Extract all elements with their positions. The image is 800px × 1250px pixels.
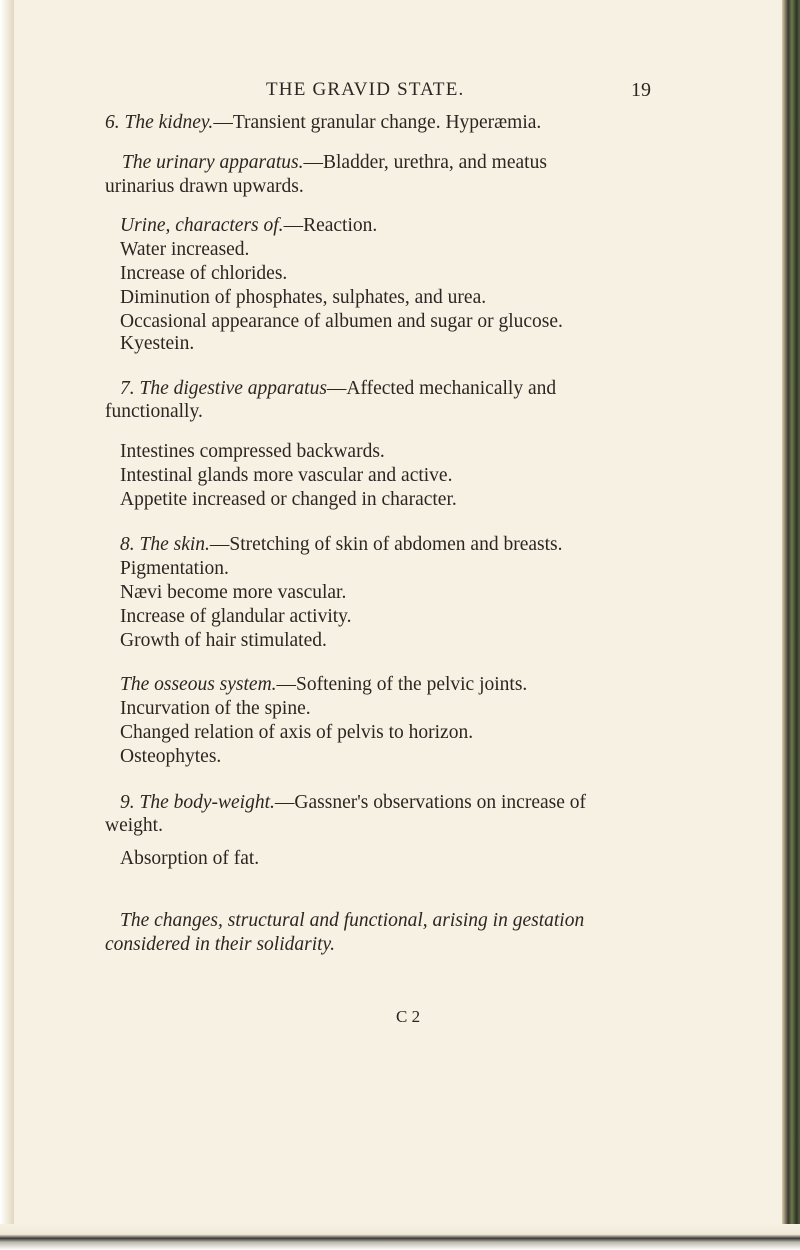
osseous-item-osteophytes: Osteophytes. — [120, 746, 222, 767]
digestive-line-cont: functionally. — [105, 401, 203, 422]
bodyweight-heading: 9. The body-weight. — [120, 792, 275, 813]
bodyweight-line — [120, 792, 586, 814]
kidney-heading: 6. The kidney. — [105, 112, 214, 133]
skin-item-naevi: Nævi become more vascular. — [120, 582, 347, 603]
urine-item-water: Water increased. — [120, 239, 250, 260]
urinary-line — [122, 152, 547, 174]
osseous-item-spine: Incurvation of the spine. — [120, 698, 311, 719]
digestive-heading: 7. The digestive apparatus — [120, 378, 327, 399]
skin-text: —Stretching of skin of abdomen and breasts. — [209, 534, 563, 555]
skin-heading: 8. The skin. — [120, 534, 210, 555]
osseous-item-pelvis: Changed relation of axis of pelvis to horizon. — [120, 722, 474, 743]
skin-line — [120, 534, 562, 556]
skin-item-pigmentation: Pigmentation. — [120, 558, 229, 579]
digestive-item-glands: Intestinal glands more vascular and active. — [120, 465, 453, 486]
digestive-text: —Affected mechanically and — [326, 378, 557, 399]
page-bottom-edge — [0, 1224, 800, 1250]
page-number: 19 — [631, 79, 651, 101]
skin-item-hair: Growth of hair stimulated. — [120, 630, 327, 651]
digestive-line — [120, 378, 556, 400]
urine-line — [120, 215, 377, 237]
bodyweight-item-fat: Absorption of fat. — [120, 848, 260, 869]
urine-item-chlorides: Increase of chlorides. — [120, 263, 288, 284]
bodyweight-line-cont: weight. — [105, 815, 163, 836]
kidney-text: —Transient granular change. Hyperæmia. — [213, 112, 542, 133]
urinary-line-cont: urinarius drawn upwards. — [105, 176, 304, 197]
page-left-edge — [0, 0, 14, 1250]
running-title: THE GRAVID STATE. — [266, 79, 465, 100]
osseous-heading: The osseous system. — [120, 674, 277, 695]
urinary-heading: The urinary apparatus. — [122, 152, 304, 173]
urine-text: —Reaction. — [283, 215, 378, 236]
conclusion-line-1: The changes, structural and functional, arising in gestation — [120, 910, 585, 931]
urine-item-kyestein: Kyestein. — [120, 333, 195, 354]
osseous-text: —Softening of the pelvic joints. — [276, 674, 528, 695]
book-spine-edge — [782, 0, 800, 1250]
urinary-text: —Bladder, urethra, and meatus — [303, 152, 547, 173]
kidney-line — [105, 112, 541, 134]
digestive-item-intestines: Intestines compressed backwards. — [120, 441, 385, 462]
urine-item-albumen: Occasional appearance of albumen and sugar or glucose. — [120, 311, 563, 332]
signature-mark: C 2 — [396, 1007, 421, 1026]
conclusion-line-2: considered in their solidarity. — [105, 934, 336, 955]
skin-item-glandular: Increase of glandular activity. — [120, 606, 352, 627]
digestive-item-appetite: Appetite increased or changed in character. — [120, 489, 457, 510]
bodyweight-text: —Gassner's observations on increase of — [274, 792, 587, 813]
urine-item-phosphates: Diminution of phosphates, sulphates, and urea. — [120, 287, 487, 308]
osseous-line — [120, 674, 527, 696]
urine-heading: Urine, characters of. — [120, 215, 284, 236]
